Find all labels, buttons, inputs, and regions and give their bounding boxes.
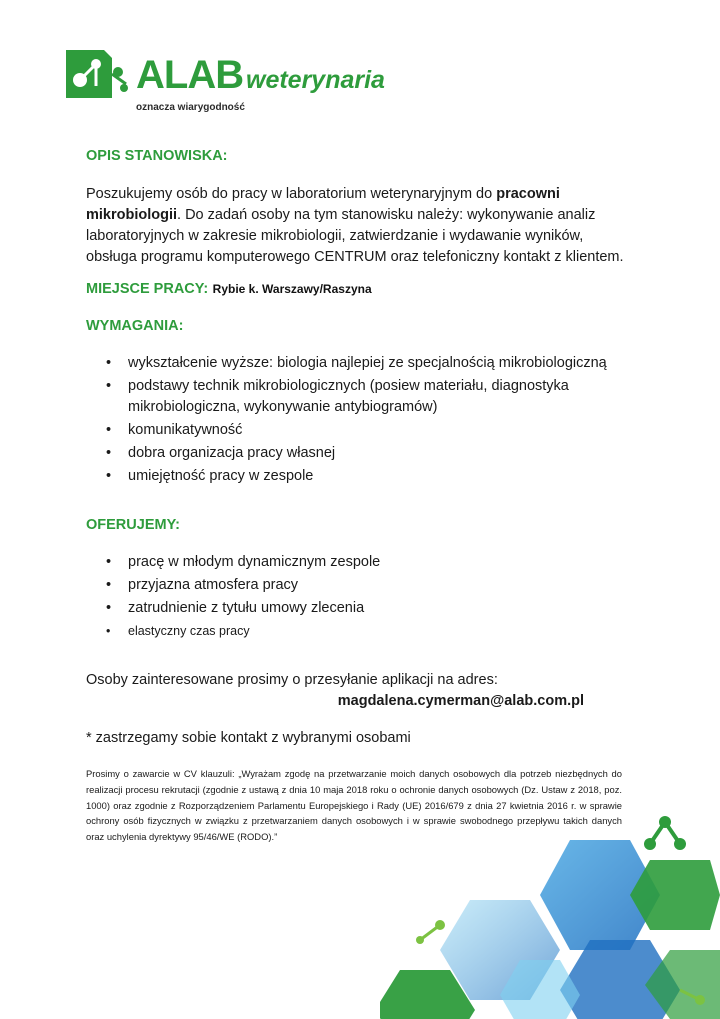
list-item-text: pracę w młodym dynamicznym zespole <box>128 554 381 570</box>
list-item-text: elastyczny czas pracy <box>128 624 250 638</box>
list-item <box>86 353 626 374</box>
list-item-text: dobra organizacja pracy własnej <box>128 445 336 461</box>
bullet: • <box>106 468 112 484</box>
offer-heading: OFERUJEMY: <box>86 517 180 533</box>
bullet: • <box>106 600 112 616</box>
hexagon-pattern-icon <box>380 800 720 1019</box>
workplace <box>86 280 626 298</box>
list-item-text: umiejętność pracy w zespole <box>128 468 314 484</box>
list-item-text: zatrudnienie z tytułu umowy zlecenia <box>128 600 365 616</box>
reserve-note: * zastrzegamy sobie kontakt z wybranymi osobami <box>86 730 411 746</box>
workplace-label: MIEJSCE PRACY: <box>86 281 209 297</box>
list-item-text: wykształcenie wyższe: biologia najlepiej ze specjalnością mikrobiologiczną <box>128 355 607 371</box>
description-text <box>86 184 626 268</box>
list-item <box>86 621 626 642</box>
list-item <box>86 443 626 464</box>
list-item <box>86 376 626 418</box>
apply-email-link[interactable]: magdalena.cymerman@alab.com.pl <box>337 693 584 709</box>
list-item <box>86 552 626 573</box>
molecule-mark-icon <box>66 50 128 98</box>
list-item <box>86 420 626 441</box>
bullet: • <box>106 355 112 371</box>
offer-list <box>86 552 626 642</box>
logo-tagline: oznacza wiarygodność <box>136 102 245 113</box>
bullet: • <box>106 577 112 593</box>
description-text-bold: pracowni mikrobiologii <box>86 186 560 223</box>
gdpr-clause: Prosimy o zawarcie w CV klauzuli: „Wyrażam zgodę na przetwarzanie moich danych osobowych dla potrzeb niezbędnych do realizacji procesu rekrutacji (zgodnie z ustawą z dnia 10 maja 2018 roku o ochronie danych osobowych (Dz. Ustaw z 2018, poz. 1000) oraz zgodnie z Rozporządzeniem Parlamentu Europejskiego i Rady (UE) 2016/679 z dnia 27 kwietnia 2016 r. w sprawie ochrony osób fizycznych w związku z przetwarzaniem danych osobowych i w sprawie swobodnego przepływu takich danych oraz uchylenia dyrektywy 95/46/WE (RODO).” <box>86 768 622 843</box>
bullet: • <box>106 422 112 438</box>
logo <box>66 50 385 120</box>
list-item <box>86 575 626 596</box>
list-item-text: komunikatywność <box>128 422 243 438</box>
list-item-text: przyjazna atmosfera pracy <box>128 577 299 593</box>
list-item-text: podstawy technik mikrobiologicznych (posiew materiału, diagnostyka mikrobiologiczna, wykonywanie antybiogramów) <box>128 378 569 415</box>
logo-subtitle: weterynaria <box>246 66 385 94</box>
requirements-heading: WYMAGANIA: <box>86 318 184 334</box>
bullet: • <box>106 624 111 638</box>
workplace-value: Rybie k. Warszawy/Raszyna <box>212 282 372 296</box>
bullet: • <box>106 445 112 461</box>
requirements-list <box>86 353 626 487</box>
list-item <box>86 598 626 619</box>
bullet: • <box>106 378 112 394</box>
apply-text: Osoby zainteresowane prosimy o przesyłanie aplikacji na adres: <box>86 672 498 688</box>
job-offer-content <box>86 148 626 854</box>
description-text-end: . Do zadań osoby na tym stanowisku należy: wykonywanie analiz laboratoryjnych w zakresie mikrobiologii, zatwierdzanie i wydawanie wyników, obsługa programu komputerowego CENTRUM oraz telefoniczny kontakt z klientem. <box>86 207 624 265</box>
list-item <box>86 466 626 487</box>
description-text-start: Poszukujemy osób do pracy w laboratorium weterynaryjnym do <box>86 186 497 202</box>
bullet: • <box>106 554 112 570</box>
description-heading: OPIS STANOWISKA: <box>86 148 228 164</box>
logo-name: ALAB <box>136 53 244 97</box>
